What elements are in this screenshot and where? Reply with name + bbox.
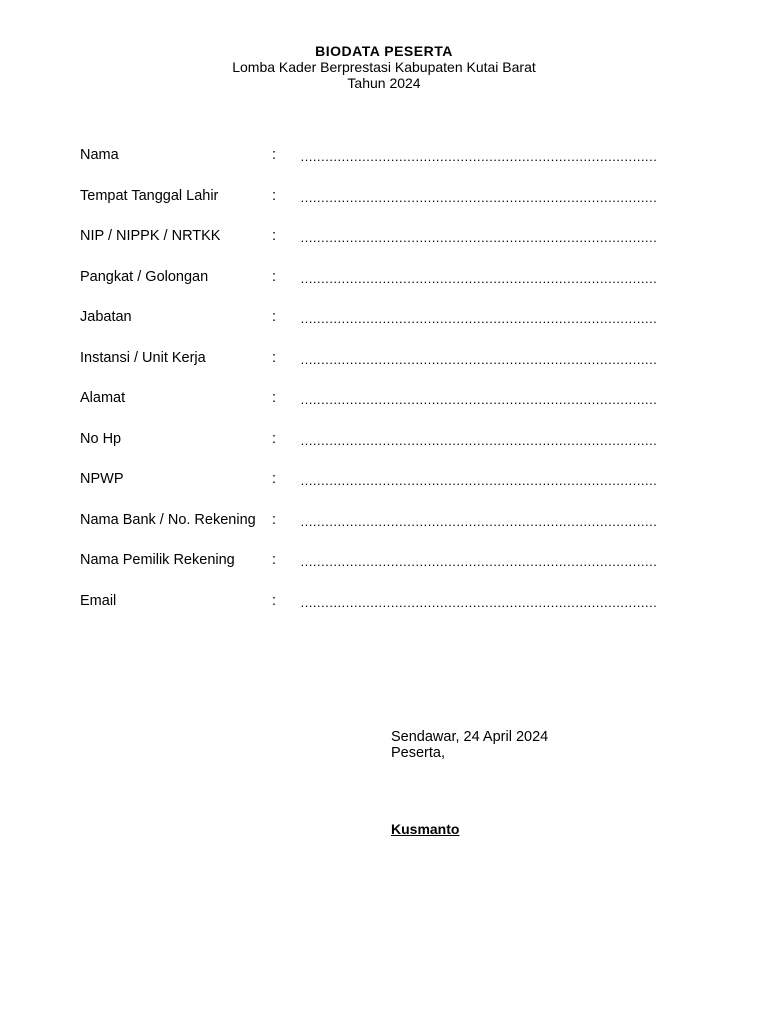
field-row-npwp <box>80 471 690 512</box>
field-blank: …………………………………………………………………………… <box>300 189 657 205</box>
field-colon: : <box>272 147 277 163</box>
field-colon: : <box>272 268 277 285</box>
field-row-tempat-tanggal-lahir <box>80 188 690 229</box>
biodata-fields <box>80 147 690 633</box>
field-colon: : <box>272 592 277 609</box>
field-row-email <box>80 593 690 634</box>
field-row-alamat <box>80 390 690 431</box>
field-blank: …………………………………………………………………………… <box>300 594 657 610</box>
field-blank: …………………………………………………………………………… <box>300 432 657 448</box>
field-label: NPWP <box>80 471 124 487</box>
field-colon: : <box>272 390 277 406</box>
signature-place-date: Sendawar, 24 April 2024 <box>391 729 549 745</box>
field-label: Email <box>80 592 117 609</box>
field-colon: : <box>272 511 277 528</box>
field-row-instansi <box>80 350 690 391</box>
field-row-nip <box>80 228 690 269</box>
field-row-pangkat-golongan <box>80 269 690 310</box>
field-row-jabatan <box>80 309 690 350</box>
field-colon: : <box>272 309 277 325</box>
field-row-no-hp <box>80 431 690 472</box>
field-blank: …………………………………………………………………………… <box>300 230 657 245</box>
field-colon: : <box>272 349 277 366</box>
field-colon: : <box>272 187 277 204</box>
field-blank: …………………………………………………………………………… <box>300 513 657 529</box>
field-label: Instansi / Unit Kerja <box>80 349 206 366</box>
field-row-pemilik-rekening <box>80 552 690 593</box>
field-label: Pangkat / Golongan <box>80 268 209 285</box>
field-label: Nama Bank / No. Rekening <box>80 511 256 528</box>
signature-name: Kusmanto <box>391 821 460 837</box>
field-row-nama <box>80 147 690 188</box>
document-title: BIODATA PESERTA <box>315 43 453 59</box>
field-blank: …………………………………………………………………………… <box>300 149 657 164</box>
field-colon: : <box>272 471 277 487</box>
field-row-bank-rekening <box>80 512 690 553</box>
field-label: Nama Pemilik Rekening <box>80 552 235 568</box>
document-year: Tahun 2024 <box>347 75 421 91</box>
field-blank: …………………………………………………………………………… <box>300 554 657 569</box>
signature-block <box>391 729 548 761</box>
field-colon: : <box>272 228 277 244</box>
field-label: NIP / NIPPK / NRTKK <box>80 228 221 244</box>
document-subtitle: Lomba Kader Berprestasi Kabupaten Kutai Barat <box>232 59 536 75</box>
field-label: Nama <box>80 147 119 163</box>
signature-role: Peserta, <box>391 745 445 761</box>
field-blank: …………………………………………………………………………… <box>300 351 657 367</box>
field-label: Jabatan <box>80 309 132 325</box>
document-header <box>0 43 768 91</box>
field-blank: …………………………………………………………………………… <box>300 392 657 407</box>
field-blank: …………………………………………………………………………… <box>300 473 657 488</box>
field-label: Tempat Tanggal Lahir <box>80 187 219 204</box>
field-label: No Hp <box>80 430 122 447</box>
field-label: Alamat <box>80 390 126 406</box>
field-colon: : <box>272 430 277 447</box>
field-blank: …………………………………………………………………………… <box>300 311 657 326</box>
field-blank: …………………………………………………………………………… <box>300 270 657 286</box>
field-colon: : <box>272 552 277 568</box>
